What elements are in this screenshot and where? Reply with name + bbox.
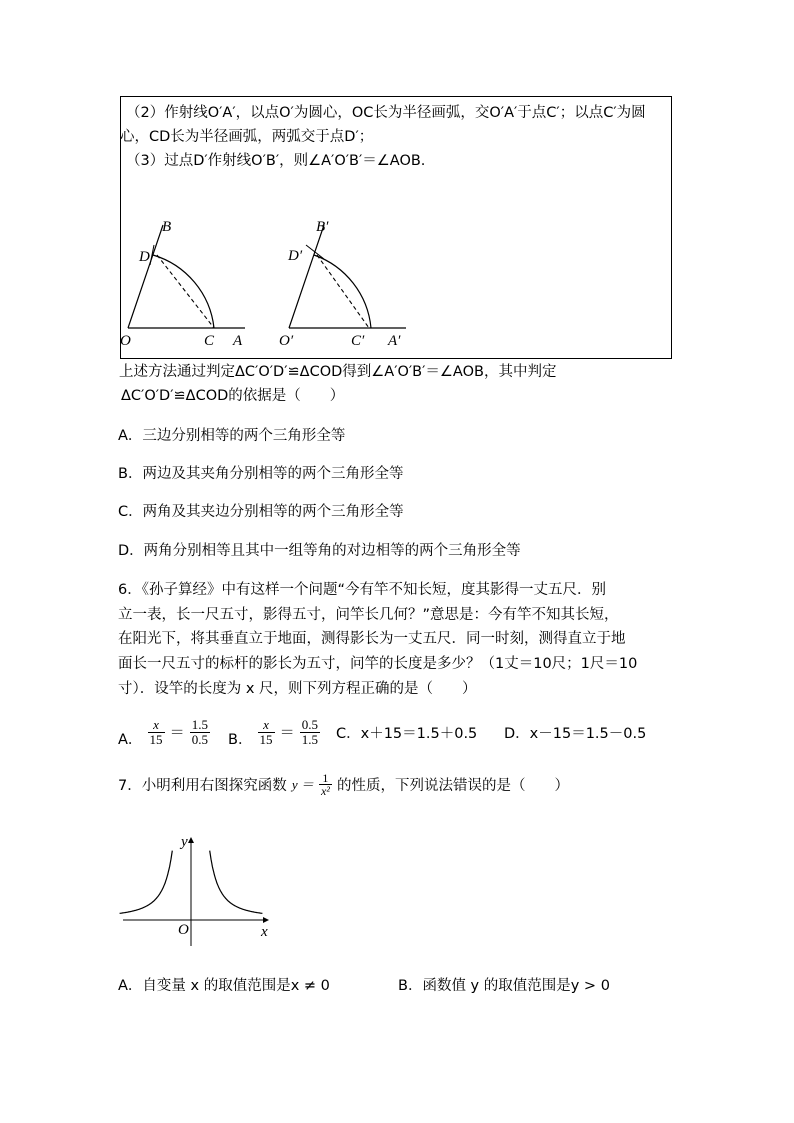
q6-option-a[interactable]: A． $\frac{x}{15}$ ＝ $\frac{1.5}{0.5}$	[118, 717, 208, 748]
q7-stem-pre: 7．小明利用右图探究函数	[118, 778, 287, 794]
q7-stem	[118, 772, 569, 797]
q6-option-d[interactable]: D．x－15＝1.5－0.5	[504, 726, 647, 742]
fraction-a-right: $\frac{1.5}{0.5}$	[191, 717, 208, 747]
label-b-prime: B′	[316, 219, 329, 235]
fraction-a-left: $\frac{x}{15}$	[149, 717, 163, 747]
curve-left-branch	[120, 851, 173, 914]
q7-func-fraction: $\frac{1}{\text{x²}}$	[320, 771, 330, 798]
q6-line-2: 立一表，长一尺五寸，影得五寸，问竿长几何？”意思是：今有竿不知其长短，	[118, 607, 619, 623]
q6-line-5: 寸）．设竿的长度为 x 尺，则下列方程正确的是（ ）	[118, 681, 477, 697]
label-o: O	[120, 333, 131, 349]
ray-o-b-prime	[289, 225, 324, 328]
label-a: A	[233, 333, 243, 349]
segment-c-d-prime	[317, 255, 369, 328]
axis-label-x: x	[261, 924, 268, 940]
q5-stem-1: 上述方法通过判定ΔC′O′D′≌ΔCOD得到∠A′O′B′＝∠AOB，其中判定	[119, 364, 557, 380]
segment-cd	[157, 255, 214, 328]
q6-line-4: 面长一尺五寸的标杆的影长为五寸，问竿的长度是多少？（1丈＝10尺；1尺＝10	[118, 656, 638, 672]
figure-angle-aob	[115, 215, 265, 355]
label-d-prime: D′	[288, 248, 303, 264]
axis-label-y: y	[181, 834, 188, 850]
box-line-1: （2）作射线O′A′，以点O′为圆心，OC长为半径画弧，交O′A′于点C′；以点C′为圆	[126, 105, 646, 121]
q7-stem-post: 的性质，下列说法错误的是（ ）	[336, 778, 569, 794]
q6-line-3: 在阳光下，将其垂直立于地面，测得影长为一丈五尺．同一时刻，测得直立于地	[118, 631, 626, 647]
label-c: C	[204, 333, 215, 349]
fraction-b-left: $\frac{x}{15}$	[259, 717, 273, 747]
label-a-prime: A′	[388, 333, 401, 349]
ray-ob	[128, 225, 163, 328]
fraction-b-right: $\frac{0.5}{1.5}$	[301, 717, 318, 747]
q7-option-b[interactable]: B．函数值 y 的取值范围是y > 0	[398, 978, 610, 994]
origin-label: O	[178, 922, 189, 938]
function-graph	[118, 830, 278, 950]
q6-option-b-label: B．	[228, 732, 253, 748]
q7-option-a[interactable]: A．自变量 x 的取值范围是x ≠ 0	[118, 978, 330, 994]
label-o-prime: O′	[279, 333, 294, 349]
q5-stem-2: ΔC′O′D′≌ΔCOD的依据是（ ）	[121, 388, 345, 404]
q6-option-c[interactable]: C．x＋15＝1.5＋0.5	[336, 726, 478, 742]
q6-line-1: 6．《孙子算经》中有这样一个问题“今有竿不知长短，度其影得一丈五尺．别	[118, 582, 606, 598]
q5-option-c[interactable]: C．两角及其夹边分别相等的两个三角形全等	[118, 504, 404, 520]
curve-right-branch	[210, 851, 263, 914]
q7-func-y: y ＝	[291, 777, 314, 792]
q5-option-b[interactable]: B．两边及其夹角分别相等的两个三角形全等	[118, 466, 404, 482]
q6-option-b[interactable]: B． $\frac{x}{15}$ ＝ $\frac{0.5}{1.5}$	[228, 717, 318, 748]
box-line-3: （3）过点D′作射线O′B′，则∠A′O′B′＝∠AOB.	[126, 153, 426, 169]
q5-option-a[interactable]: A．三边分别相等的两个三角形全等	[118, 428, 346, 444]
label-b: B	[162, 219, 172, 235]
figure-angle-a-prime	[276, 215, 426, 355]
q5-option-d[interactable]: D．两角分别相等且其中一组等角的对边相等的两个三角形全等	[118, 543, 521, 559]
label-c-prime: C′	[351, 333, 365, 349]
arc-cross	[306, 245, 324, 259]
label-d: D	[139, 249, 150, 265]
box-line-2: 心，CD长为半径画弧，两弧交于点D′；	[120, 129, 374, 145]
q6-option-a-label: A．	[118, 732, 143, 748]
